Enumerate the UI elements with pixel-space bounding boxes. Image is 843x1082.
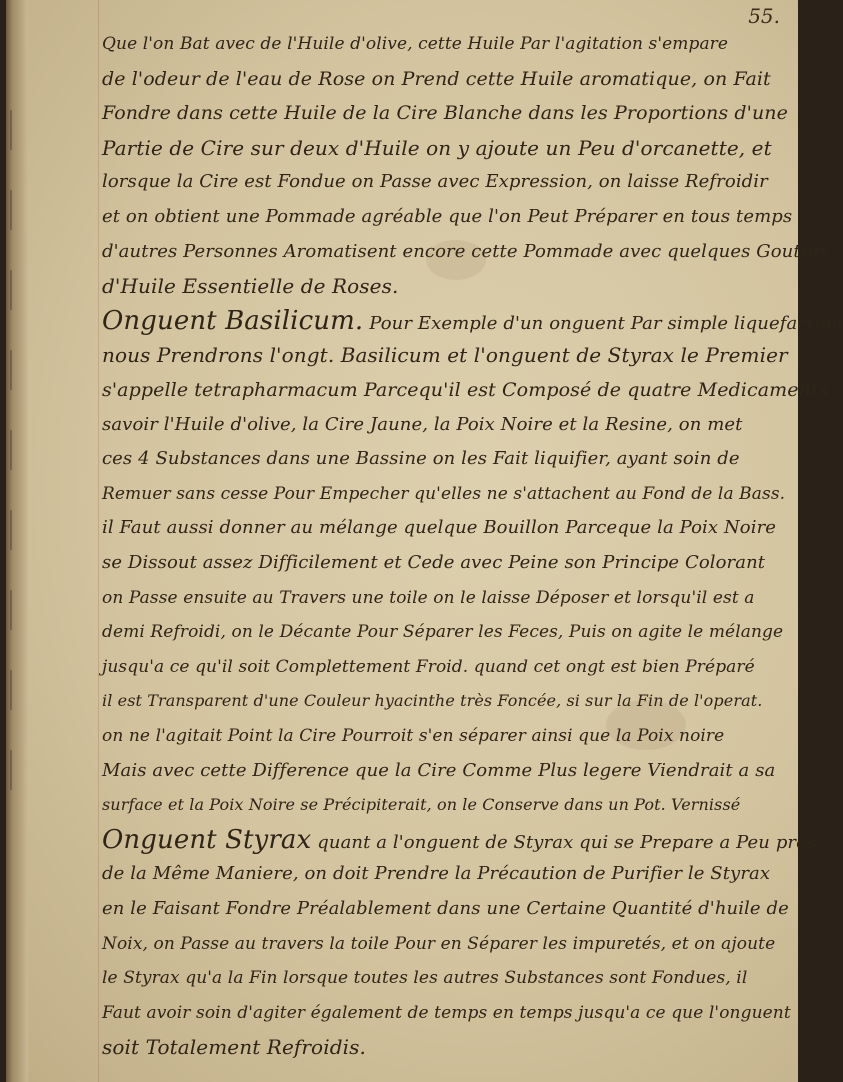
text-line bbox=[102, 753, 784, 789]
page-number: 55. bbox=[748, 4, 780, 28]
text-line bbox=[102, 891, 789, 927]
line-text: le Styrax qu'a la Fin lorsque toutes les autres Substances sont Fondues, il bbox=[102, 968, 748, 989]
section-heading: Onguent Basilicum. bbox=[102, 305, 364, 336]
text-line bbox=[102, 268, 784, 304]
line-text: Fondre dans cette Huile de la Cire Blanche dans les Proportions d'une bbox=[102, 102, 788, 125]
text-line bbox=[102, 545, 784, 581]
text-line bbox=[102, 787, 784, 823]
line-text: Partie de Cire sur deux d'Huile on y ajoute un Peu d'orcanette, et bbox=[102, 135, 772, 160]
line-text: on ne l'agitait Point la Cire Pourroit s'en séparer ainsi que la Poix noire bbox=[102, 726, 725, 746]
line-text: on Passe ensuite au Travers une toile on le laisse Déposer et lorsqu'il est a bbox=[102, 587, 755, 608]
text-line bbox=[102, 995, 791, 1031]
text-line bbox=[102, 580, 784, 616]
manuscript-page bbox=[6, 0, 843, 1082]
line-text: nous Prendrons l'ongt. Basilicum et l'onguent de Styrax le Premier bbox=[102, 343, 788, 368]
line-text: de la Même Maniere, on doit Prendre la Précaution de Purifier le Styrax bbox=[102, 863, 771, 885]
line-text: quant a l'onguent de Styrax qui se Prepare a Peu près bbox=[317, 831, 817, 853]
text-line bbox=[102, 337, 788, 373]
line-text: demi Refroidi, on le Décante Pour Séparer les Feces, Puis on agite le mélange bbox=[102, 622, 784, 643]
text-line bbox=[102, 164, 784, 200]
line-text: Faut avoir soin d'agiter également de temps en temps jusqu'a ce que l'onguent bbox=[102, 1002, 791, 1023]
line-text: s'appelle tetrapharmacum Parcequ'il est Composé de quatre Medicaments bbox=[102, 379, 829, 401]
line-text: Que l'on Bat avec de l'Huile d'olive, cette Huile Par l'agitation s'empare bbox=[102, 34, 729, 54]
text-line bbox=[102, 960, 784, 996]
line-text: Noix, on Passe au travers la toile Pour en Séparer les impuretés, et on ajoute bbox=[102, 933, 776, 954]
line-text: en le Faisant Fondre Préalablement dans une Certaine Quantité d'huile de bbox=[102, 898, 789, 919]
line-text: savoir l'Huile d'olive, la Cire Jaune, la Poix Noire et la Resine, on met bbox=[102, 413, 743, 435]
line-text: surface et la Poix Noire se Précipiterait, on le Conserve dans un Pot. Vernissé bbox=[102, 795, 741, 815]
line-text: soit Totalement Refroidis. bbox=[102, 1035, 366, 1060]
text-line bbox=[102, 718, 784, 754]
line-text: et on obtient une Pommade agréable que l'on Peut Préparer en tous temps bbox=[102, 206, 793, 227]
text-line bbox=[102, 95, 788, 131]
text-line bbox=[102, 441, 784, 477]
text-line bbox=[102, 614, 784, 650]
text-line bbox=[102, 683, 784, 719]
line-text: d'Huile Essentielle de Roses. bbox=[102, 274, 399, 299]
line-text: d'autres Personnes Aromatisent encore cette Pommade avec quelques Gouttes bbox=[102, 240, 829, 262]
text-line bbox=[102, 199, 793, 235]
text-line bbox=[102, 61, 784, 97]
text-line bbox=[102, 926, 784, 962]
line-text: jusqu'a ce qu'il soit Complettement Froid. quand cet ongt est bien Préparé bbox=[102, 656, 755, 677]
section-heading-line bbox=[102, 822, 817, 858]
text-line bbox=[102, 856, 784, 892]
line-text: Remuer sans cesse Pour Empecher qu'elles ne s'attachent au Fond de la Bass. bbox=[102, 483, 786, 504]
text-line bbox=[102, 510, 784, 546]
text-line bbox=[102, 130, 784, 166]
line-text: il Faut aussi donner au mélange quelque Bouillon Parceque la Poix Noire bbox=[102, 517, 777, 539]
line-text: il est Transparent d'une Couleur hyacinthe très Foncée, si sur la Fin de l'operat. bbox=[102, 691, 763, 711]
text-line bbox=[102, 476, 784, 512]
section-heading: Onguent Styrax bbox=[102, 824, 312, 855]
section-heading-line bbox=[102, 303, 843, 339]
text-line bbox=[102, 372, 829, 408]
line-text: de l'odeur de l'eau de Rose on Prend cette Huile aromatique, on Fait bbox=[102, 67, 771, 90]
text-line bbox=[102, 407, 784, 443]
text-line bbox=[102, 1029, 784, 1065]
text-line bbox=[102, 234, 829, 270]
line-text: lorsque la Cire est Fondue on Passe avec Expression, on laisse Refroidir bbox=[102, 171, 768, 193]
line-text: se Dissout assez Difficilement et Cede avec Peine son Principe Colorant bbox=[102, 552, 766, 573]
line-text: ces 4 Substances dans une Bassine on les Fait liquifier, ayant soin de bbox=[102, 448, 740, 470]
line-text: Mais avec cette Difference que la Cire Comme Plus legere Viendrait a sa bbox=[102, 759, 776, 781]
text-line bbox=[102, 26, 784, 62]
handwritten-text-block bbox=[6, 0, 843, 1082]
text-line bbox=[102, 649, 784, 685]
line-text: Pour Exemple d'un onguent Par simple liquefaction bbox=[369, 312, 843, 334]
